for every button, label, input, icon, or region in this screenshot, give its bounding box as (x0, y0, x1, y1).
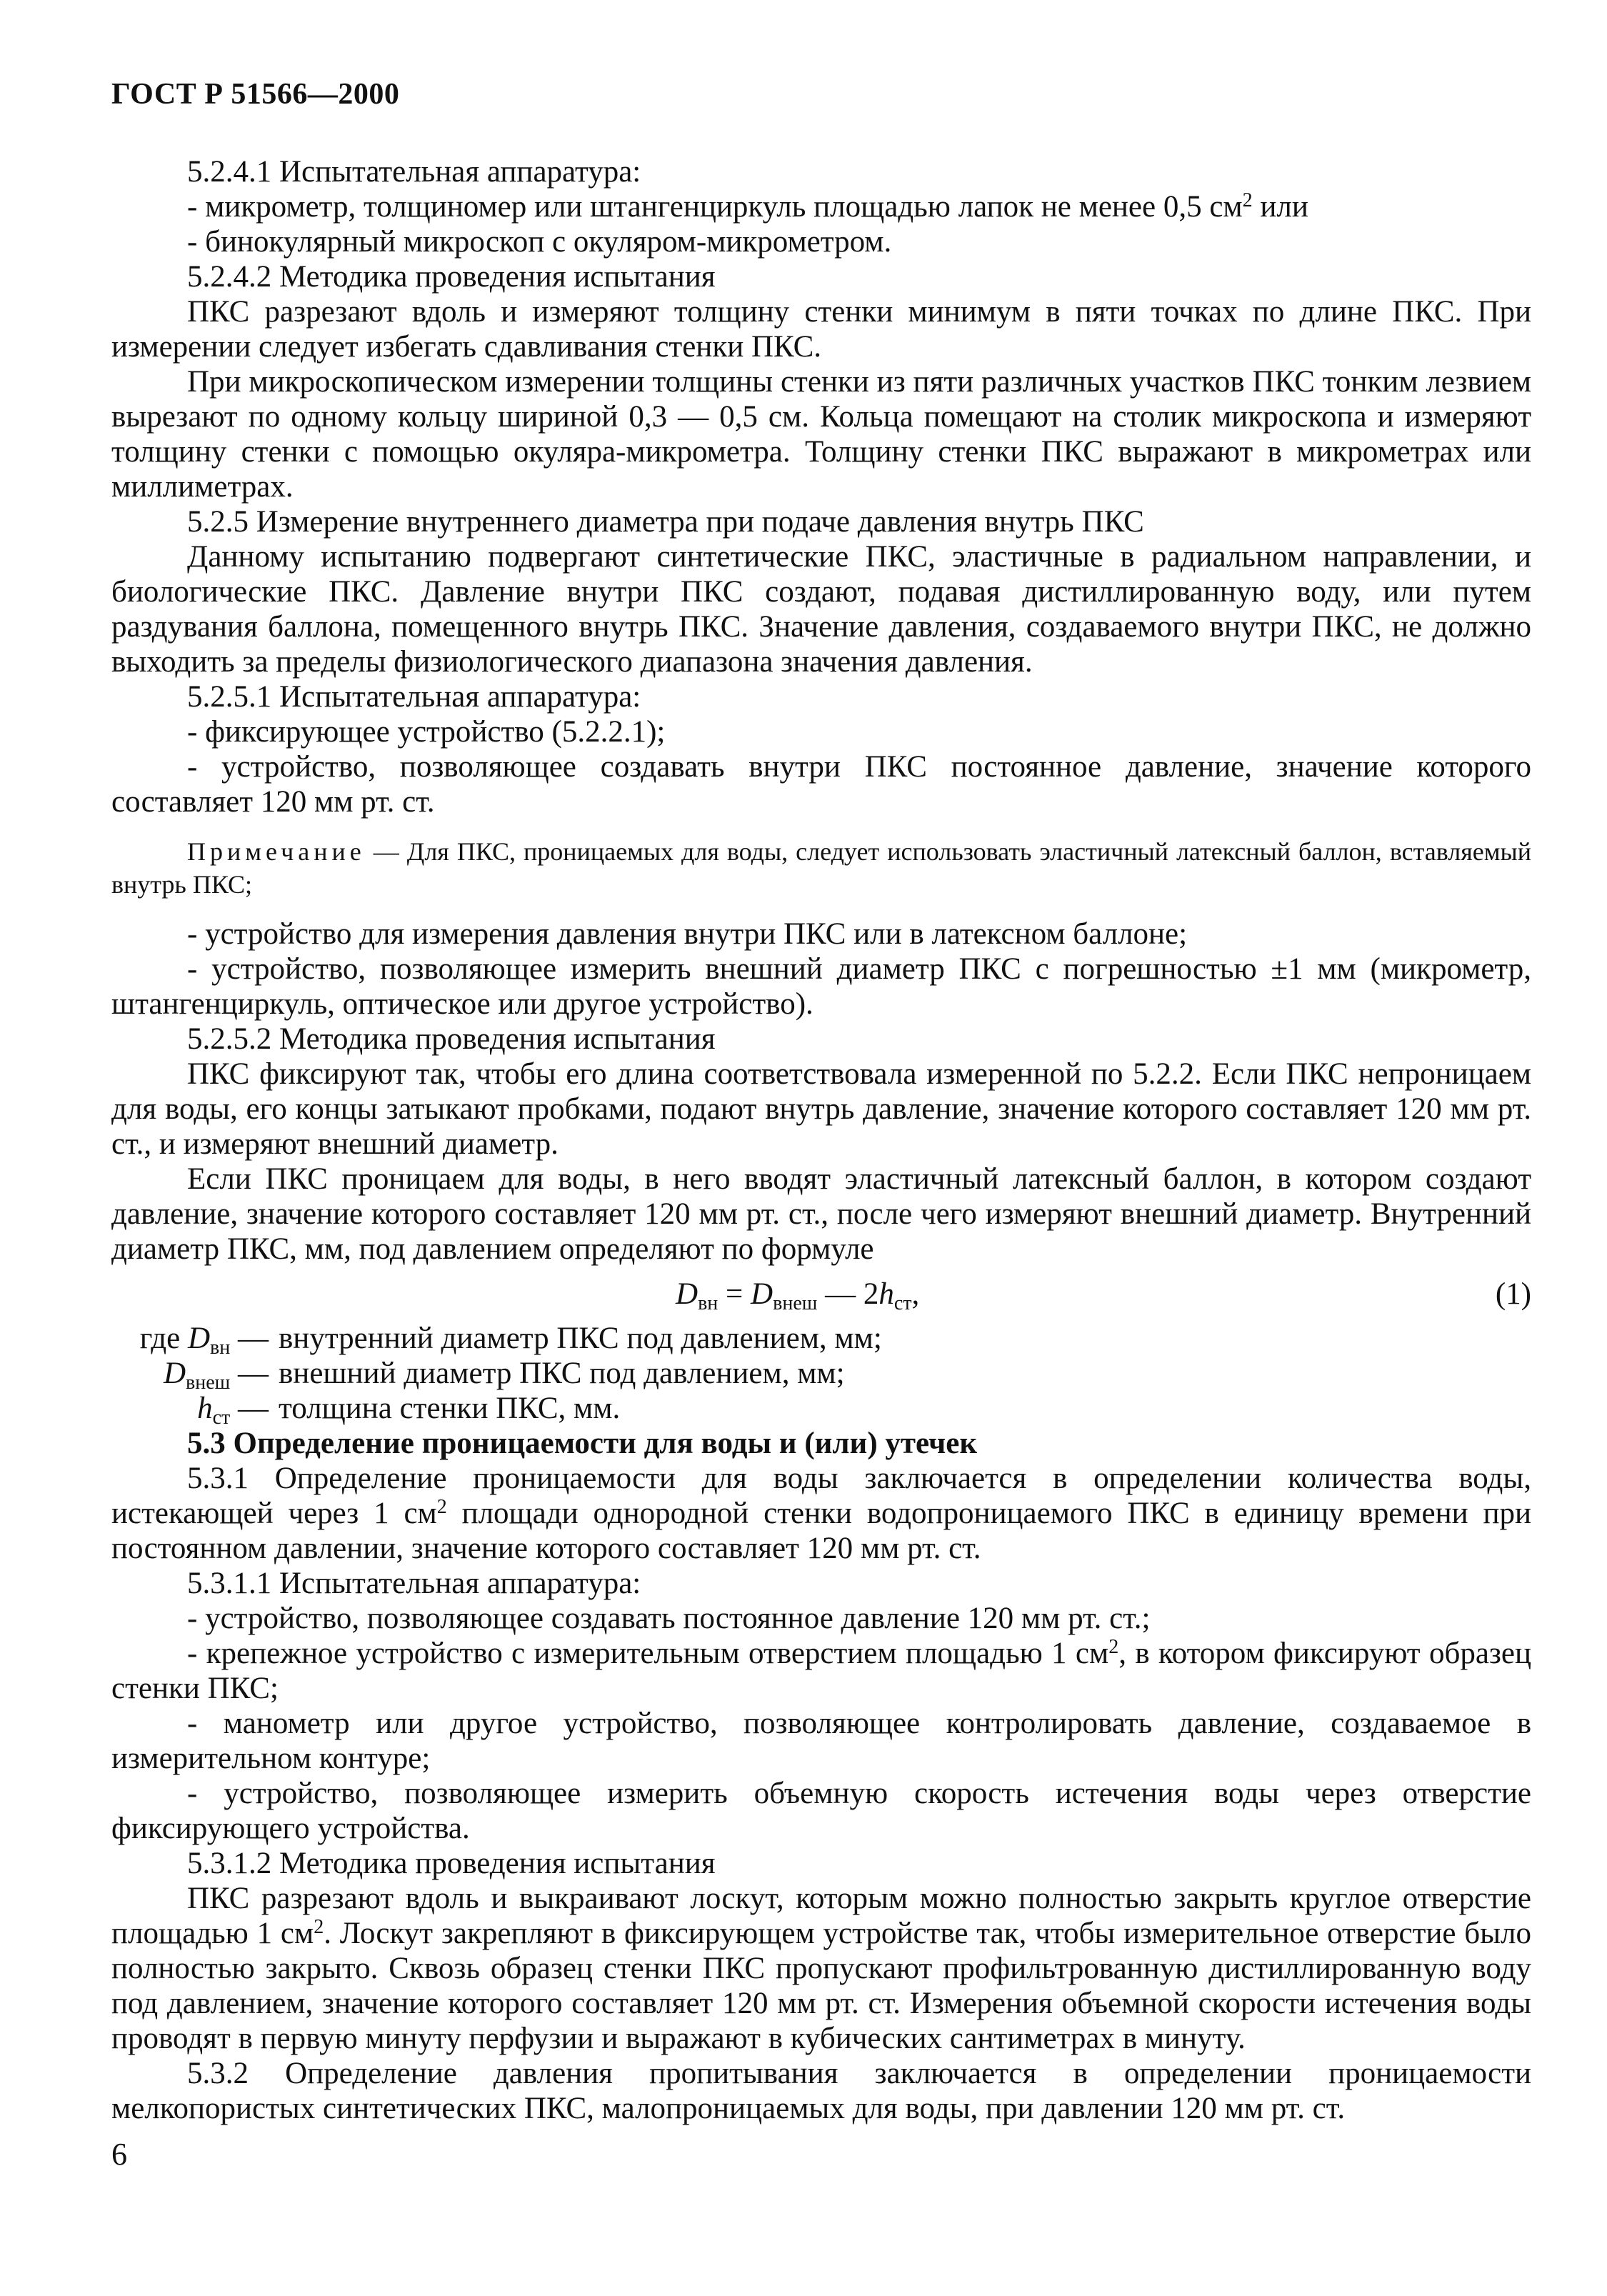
formula (676, 1277, 919, 1312)
paragraph-text: . Лоскут закрепляют в фиксирующем устройстве так, чтобы измерительное отверстие было полностью закрыто. Сквозь образец стенки ПКС пропускают профильтрованную дистиллированную воду под давлением, значение которого составляет 120 мм рт. ст. Измерения объемной скорости истечения воды проводят в первую минуту перфузии и выражают в кубических сантиметрах в минуту. (111, 1917, 1531, 2055)
clause-5-3-2-paragraph: 5.3.2 Определение давления пропитывания заключается в определении проницаемости мелкопористых синтетических ПКС, малопроницаемых для воды, при давлении 120 мм рт. ст. (111, 2057, 1531, 2125)
list-item: - фиксирующее устройство (5.2.2.1); (187, 715, 666, 749)
list-item: - манометр или другое устройство, позволяющее контролировать давление, создаваемое в измерительном контуре; (111, 1707, 1531, 1775)
list-item: - устройство, позволяющее измерить внешний диаметр ПКС с погрешностью ±1 мм (микрометр, штангенциркуль, оптическое или другое устройство). (111, 952, 1531, 1021)
superscript: 2 (436, 1496, 447, 1518)
list-item: - устройство для измерения давления внутри ПКС или в латексном баллоне; (187, 917, 1188, 951)
superscript: 2 (1242, 189, 1253, 211)
list-item-text: - микрометр, толщиномер или штангенциркуль площадью лапок не менее 0,5 см (187, 190, 1243, 224)
formula-row (111, 1272, 1531, 1318)
clause-5-2-5-heading: 5.2.5 Измерение внутреннего диаметра при подаче давления внутрь ПКС (187, 505, 1144, 539)
definition-prefix: где (139, 1322, 188, 1355)
definition-var: D (163, 1357, 186, 1390)
formula-operator: = (718, 1277, 751, 1311)
list-item (111, 189, 1531, 224)
list-item: - бинокулярный микроскоп с окуляром-микрометром. (187, 225, 892, 259)
note-label: Примечание (187, 837, 366, 866)
formula-operator: — 2 (817, 1277, 879, 1311)
formula-subscript: вн (698, 1292, 719, 1314)
definition-symbol (111, 1356, 269, 1394)
formula-symbol: h (878, 1277, 894, 1311)
paragraph: Данному испытанию подвергают синтетические ПКС, эластичные в радиальном направлении, и биологические ПКС. Давление внутри ПКС создают, подавая дистиллированную воду, или путем раздувания баллона, помещенного внутрь ПКС. Значение давления, создаваемого внутри ПКС, не должно выходить за пределы физиологического диапазона значения давления. (111, 540, 1531, 679)
list-item (111, 1636, 1531, 1706)
definition-text: внутренний диаметр ПКС под давлением, мм; (279, 1322, 882, 1355)
definition-var: D (187, 1322, 211, 1355)
definition-symbol (111, 1321, 269, 1359)
document-body (111, 154, 1531, 2126)
list-item-text: , в котором фиксируют образец стенки ПКС; (111, 1637, 1531, 1705)
definition-text: толщина стенки ПКС, мм. (279, 1392, 621, 1425)
paragraph-text: площади однородной стенки водопроницаемого ПКС в единицу времени при постоянном давлении, значение которого составляет 120 мм рт. ст. (111, 1497, 1531, 1565)
section-5-3-heading: 5.3 Определение проницаемости для воды и (или) утечек (187, 1427, 978, 1460)
definition-sub: вн (210, 1337, 231, 1359)
list-item: - устройство, позволяющее создавать постоянное давление 120 мм рт. ст.; (187, 1602, 1151, 1635)
definition-sub: внеш (186, 1372, 231, 1394)
document-header: ГОСТ Р 51566—2000 (111, 78, 400, 111)
paragraph (111, 1461, 1531, 1566)
clause-5-3-1-1-heading: 5.3.1.1 Испытательная аппаратура: (187, 1567, 641, 1600)
note-text: — Для ПКС, проницаемых для воды, следует использовать эластичный латексный баллон, вставляемый внутрь ПКС; (111, 837, 1531, 899)
list-item: - устройство, позволяющее измерить объемную скорость истечения воды через отверстие фиксирующего устройства. (111, 1777, 1531, 1845)
paragraph: ПКС разрезают вдоль и измеряют толщину стенки минимум в пяти точках по длине ПКС. При измерении следует избегать сдавливания стенки ПКС. (111, 295, 1531, 364)
clause-5-3-1-2-heading: 5.3.1.2 Методика проведения испытания (187, 1847, 716, 1880)
paragraph (111, 1881, 1531, 2056)
definition-sub: ст (212, 1407, 231, 1429)
list-item: - устройство, позволяющее создавать внутри ПКС постоянное давление, значение которого составляет 120 мм рт. ст. (111, 750, 1531, 819)
formula-definitions (111, 1321, 1531, 1429)
formula-subscript: ст (893, 1292, 912, 1314)
superscript: 2 (314, 1916, 324, 1938)
definition-symbol (111, 1391, 269, 1429)
formula-subscript: внеш (773, 1292, 818, 1314)
formula-symbol: D (676, 1277, 699, 1311)
definition-var: h (197, 1392, 213, 1425)
paragraph-text: 5.3.1 Определение проницаемости для воды заключается в определении количества воды, истекающей через 1 см (111, 1462, 1531, 1530)
list-item-text: или (1252, 190, 1308, 224)
superscript: 2 (1108, 1636, 1119, 1658)
definition-text: внешний диаметр ПКС под давлением, мм; (279, 1357, 845, 1390)
note (111, 835, 1531, 901)
formula-number: (1) (1495, 1277, 1531, 1311)
paragraph-text: ПКС разрезают вдоль и выкраивают лоскут, которым можно полностью закрыть круглое отверстие площадью 1 см (111, 1882, 1531, 1950)
paragraph: Если ПКС проницаем для воды, в него вводят эластичный латексный баллон, в котором создают давление, значение которого составляет 120 мм рт. ст., после чего измеряют внешний диаметр. Внутренний диаметр ПКС, мм, под давлением определяют по формуле (111, 1162, 1531, 1266)
definition-dash: — (230, 1322, 269, 1355)
page-number: 6 (111, 2137, 127, 2172)
formula-symbol: D (751, 1277, 774, 1311)
definition-dash: — (230, 1357, 269, 1390)
paragraph: ПКС фиксируют так, чтобы его длина соответствовала измеренной по 5.2.2. Если ПКС непроницаем для воды, его концы затыкают пробками, подают внутрь давление, значение которого составляет 120 мм рт. ст., и измеряют внешний диаметр. (111, 1057, 1531, 1161)
clause-5-2-4-2-heading: 5.2.4.2 Методика проведения испытания (187, 260, 716, 294)
clause-5-2-5-1-heading: 5.2.5.1 Испытательная аппаратура: (187, 680, 641, 714)
paragraph: При микроскопическом измерении толщины стенки из пяти различных участков ПКС тонким лезвием вырезают по одному кольцу шириной 0,3 — 0,5 см. Кольца помещают на столик микроскопа и измеряют толщину стенки с помощью окуляра-микрометра. Толщину стенки ПКС выражают в микрометрах или миллиметрах. (111, 365, 1531, 504)
list-item-text: - крепежное устройство с измерительным отверстием площадью 1 см (187, 1637, 1109, 1670)
definition-dash: — (230, 1392, 269, 1425)
clause-5-2-4-1-heading: 5.2.4.1 Испытательная аппаратура: (187, 155, 641, 189)
formula-punctuation: , (911, 1277, 920, 1311)
clause-5-2-5-2-heading: 5.2.5.2 Методика проведения испытания (187, 1022, 716, 1056)
